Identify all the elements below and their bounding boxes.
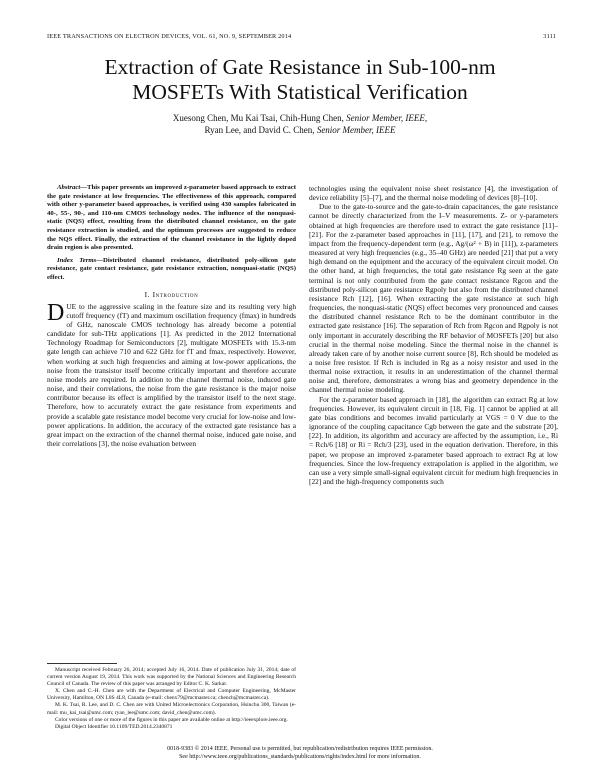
author-list xyxy=(60,112,540,136)
copyright-line: 0018-9383 © 2014 IEEE. Personal use is permitted, but republication/redistribution requires IEEE permission. xyxy=(167,746,433,752)
right-column xyxy=(309,184,558,486)
authors-line-2: Ryan Lee, and David C. Chen, xyxy=(204,125,315,135)
paper-title xyxy=(40,55,560,105)
page-number: 3111 xyxy=(543,33,556,40)
intro-paragraph-3: For the z-parameter based approach in [18], the algorithm can extract Rg at low frequencies. However, its equivalent circuit in [18, Fig. 1] cannot be applied at all gate bias conditions and becomes invalid particularly at VGS = 0 V due to the ignorance of the coupling capacitance Cgb between the gate and the substrate [20], [22]. In addition, its algorithm and accuracy are affected by the assumption, i.e., Ri = Rch/6 [18] or Ri = Rch/3 [23], used in the equation derivation. Therefore, in this paper, we propose an improved z-parameter based approach to extract Rg at low frequencies. Since the low-frequency extrapolation is applied in the algorithm, we can use a very simple small-signal equivalent circuit for medium high frequencies in [22] and the high-frequency components such xyxy=(309,394,558,486)
footnote-affiliation-2: M. K. Tsai, R. Lee, and D. C. Chen are with United Microelectronics Corporation, Hsinchu 300, Taiwan (e-mail: mu_kai_tsai@umc.com; ryan_lee@umc.com; david_chen@umc.com). xyxy=(47,702,296,716)
title-line-1: Extraction of Gate Resistance in Sub-100-nm xyxy=(104,55,496,79)
footnote-received: Manuscript received February 26, 2014; accepted July 16, 2014. Date of publication July 31, 2014; date of current version August 19, 2014. This work was supported by the National Sciences and Engineering Research Council of Canada. The review of this paper was arranged by Editor C. K. Sarkar. xyxy=(47,667,296,688)
author-role-1: Senior Member, IEEE, xyxy=(346,113,428,123)
section-heading-introduction: I. Introduction xyxy=(144,289,199,299)
running-head xyxy=(47,33,556,40)
abstract-text: —This paper presents an improved z-parameter based approach to extract the gate resistance at low frequencies. The effectiveness of this approach, compared with other y-parameter based approaches, is verified using 430 samples fabricated in 40-, 55-, 90-, and 110-nm CMOS technology nodes. The influence of the nonquasi-static (NQS) effect, resulting from the distributed channel resistance, on the gate resistance extraction is studied, and the optimum processes are suggested to reduce the NQS effect. Finally, the extraction of the channel resistance in the lightly doped drain region is also presented. xyxy=(47,184,296,252)
footnote-color: Color versions of one or more of the figures in this paper are available online at http://ieeexplore.ieee.org. xyxy=(55,716,288,723)
abstract-label: Abstract xyxy=(57,184,81,191)
drop-cap: D xyxy=(47,299,65,326)
rights-link-line: See http://www.ieee.org/publications_standards/publications/rights/index.html for more information. xyxy=(179,754,421,760)
journal-name: IEEE TRANSACTIONS ON ELECTRON DEVICES, VOL. 61, NO. 9, SEPTEMBER 2014 xyxy=(47,33,292,40)
copyright-footer xyxy=(40,745,560,761)
intro-paragraph-1 xyxy=(47,299,296,449)
intro-paragraph-1-continued: technologies using the equivalent noise sheet resistance [4], the investigation of device reliability [5]–[7], and the thermal noise modeling of devices [8]–[10]. xyxy=(309,184,558,203)
index-terms-text: —Distributed channel resistance, distributed poly-silicon gate resistance, gate contact resistance, gate resistance extraction, nonquasi-static (NQS) effect. xyxy=(47,256,296,281)
index-terms xyxy=(47,257,296,283)
footnotes xyxy=(47,667,296,731)
intro-paragraph-2: Due to the gate-to-source and the gate-to-drain capacitances, the gate resistance cannot be directly characterized from the I–V measurements. Z- or y-parameters obtained at high frequencies are therefore used to extract the gate resistance [11]–[21]. For the z-parameter based approaches in [11], [17], and [21], to remove the impact from the frequency-dependent term (e.g., Ag/(ω² + B) in [11]), z-parameters measured at very high frequencies (e.g., 35–40 GHz) are needed [21] that put a very high demand on the equipment and the accuracy of the equivalent circuit model. On the other hand, at high frequencies, the total gate resistance Rg seen at the gate terminal is not only contributed from the gate contact resistance Rgcon and the distributed poly-silicon gate resistance Rgpoly but also from the distributed channel resistance Rch [12], [16]. When extracting the gate resistance at such high frequencies, the nonquasi-static (NQS) effect becomes very pronounced and causes the distributed channel resistance Rch to be the dominant contributor in the extracted gate resistance [16]. The separation of Rch from Rgcon and Rgpoly is not only important in accurately describing the RF behavior of MOSFETs [20] but also crucial in the thermal noise modeling. Since the thermal noise in the channel is already taken care of by another noise current source [8], Rch should be modeled as a noise free resistor. If Rch is included in Rg as a noisy resistor and used in the thermal noise extraction, it results in an underestimation of the channel thermal noise and, therefore, demonstrates a wrong bias and geometry dependence in the channel thermal noise modeling. xyxy=(309,202,558,395)
left-column xyxy=(47,184,296,448)
index-terms-label: Index Terms xyxy=(57,256,97,264)
footnote-affiliation-1: X. Chen and C.-H. Chen are with the Department of Electrical and Computer Engineering, McMaster University, Hamilton, ON L8S 4L8, Canada (e-mail: chenx79@mcmaster.ca; chench@mcmaster.ca). xyxy=(47,688,296,702)
abstract xyxy=(47,184,296,253)
intro-paragraph-1-text: UE to the aggressive scaling in the feature size and its resulting very high cutoff frequency (fT) and maximum oscillation frequency (fmax) in hundreds of GHz, nanoscale CMOS technology has already become a potential candidate for sub-THz applications [1]. As predicted in the 2012 International Technology Roadmap for Semiconductors [2], multigate MOSFETs with 15.3-nm gate length can achieve 710 and 622 GHz for fT and fmax, respectively. However, when working at such high frequencies and aiming at low-power applications, the noise from the transistor itself become critically important and therefore accurate noise models are required. In addition to the channel thermal noise, induced gate noise, and their correlations, the noise from the gate resistance is the major noise contributor because its effect is amplified by the transistor itself to the next stage. Therefore, how to accurately extract the gate resistance from experiments and provide a scalable gate resistance model become very crucial for low-noise and low-power applications. In addition, the accuracy of the extracted gate resistance has a great impact on the extraction of the channel thermal noise, induced gate noise, and their correlations [3], the noise evaluation between xyxy=(47,301,296,449)
title-line-2: MOSFETs With Statistical Verification xyxy=(132,80,468,104)
footnote-rule xyxy=(47,663,117,664)
authors-line-1: Xuesong Chen, Mu Kai Tsai, Chih-Hung Chen, xyxy=(172,113,344,123)
author-role-2: Senior Member, IEEE xyxy=(316,125,396,135)
footnote-doi: Digital Object Identifier 10.1109/TED.2014.2340871 xyxy=(55,723,173,730)
